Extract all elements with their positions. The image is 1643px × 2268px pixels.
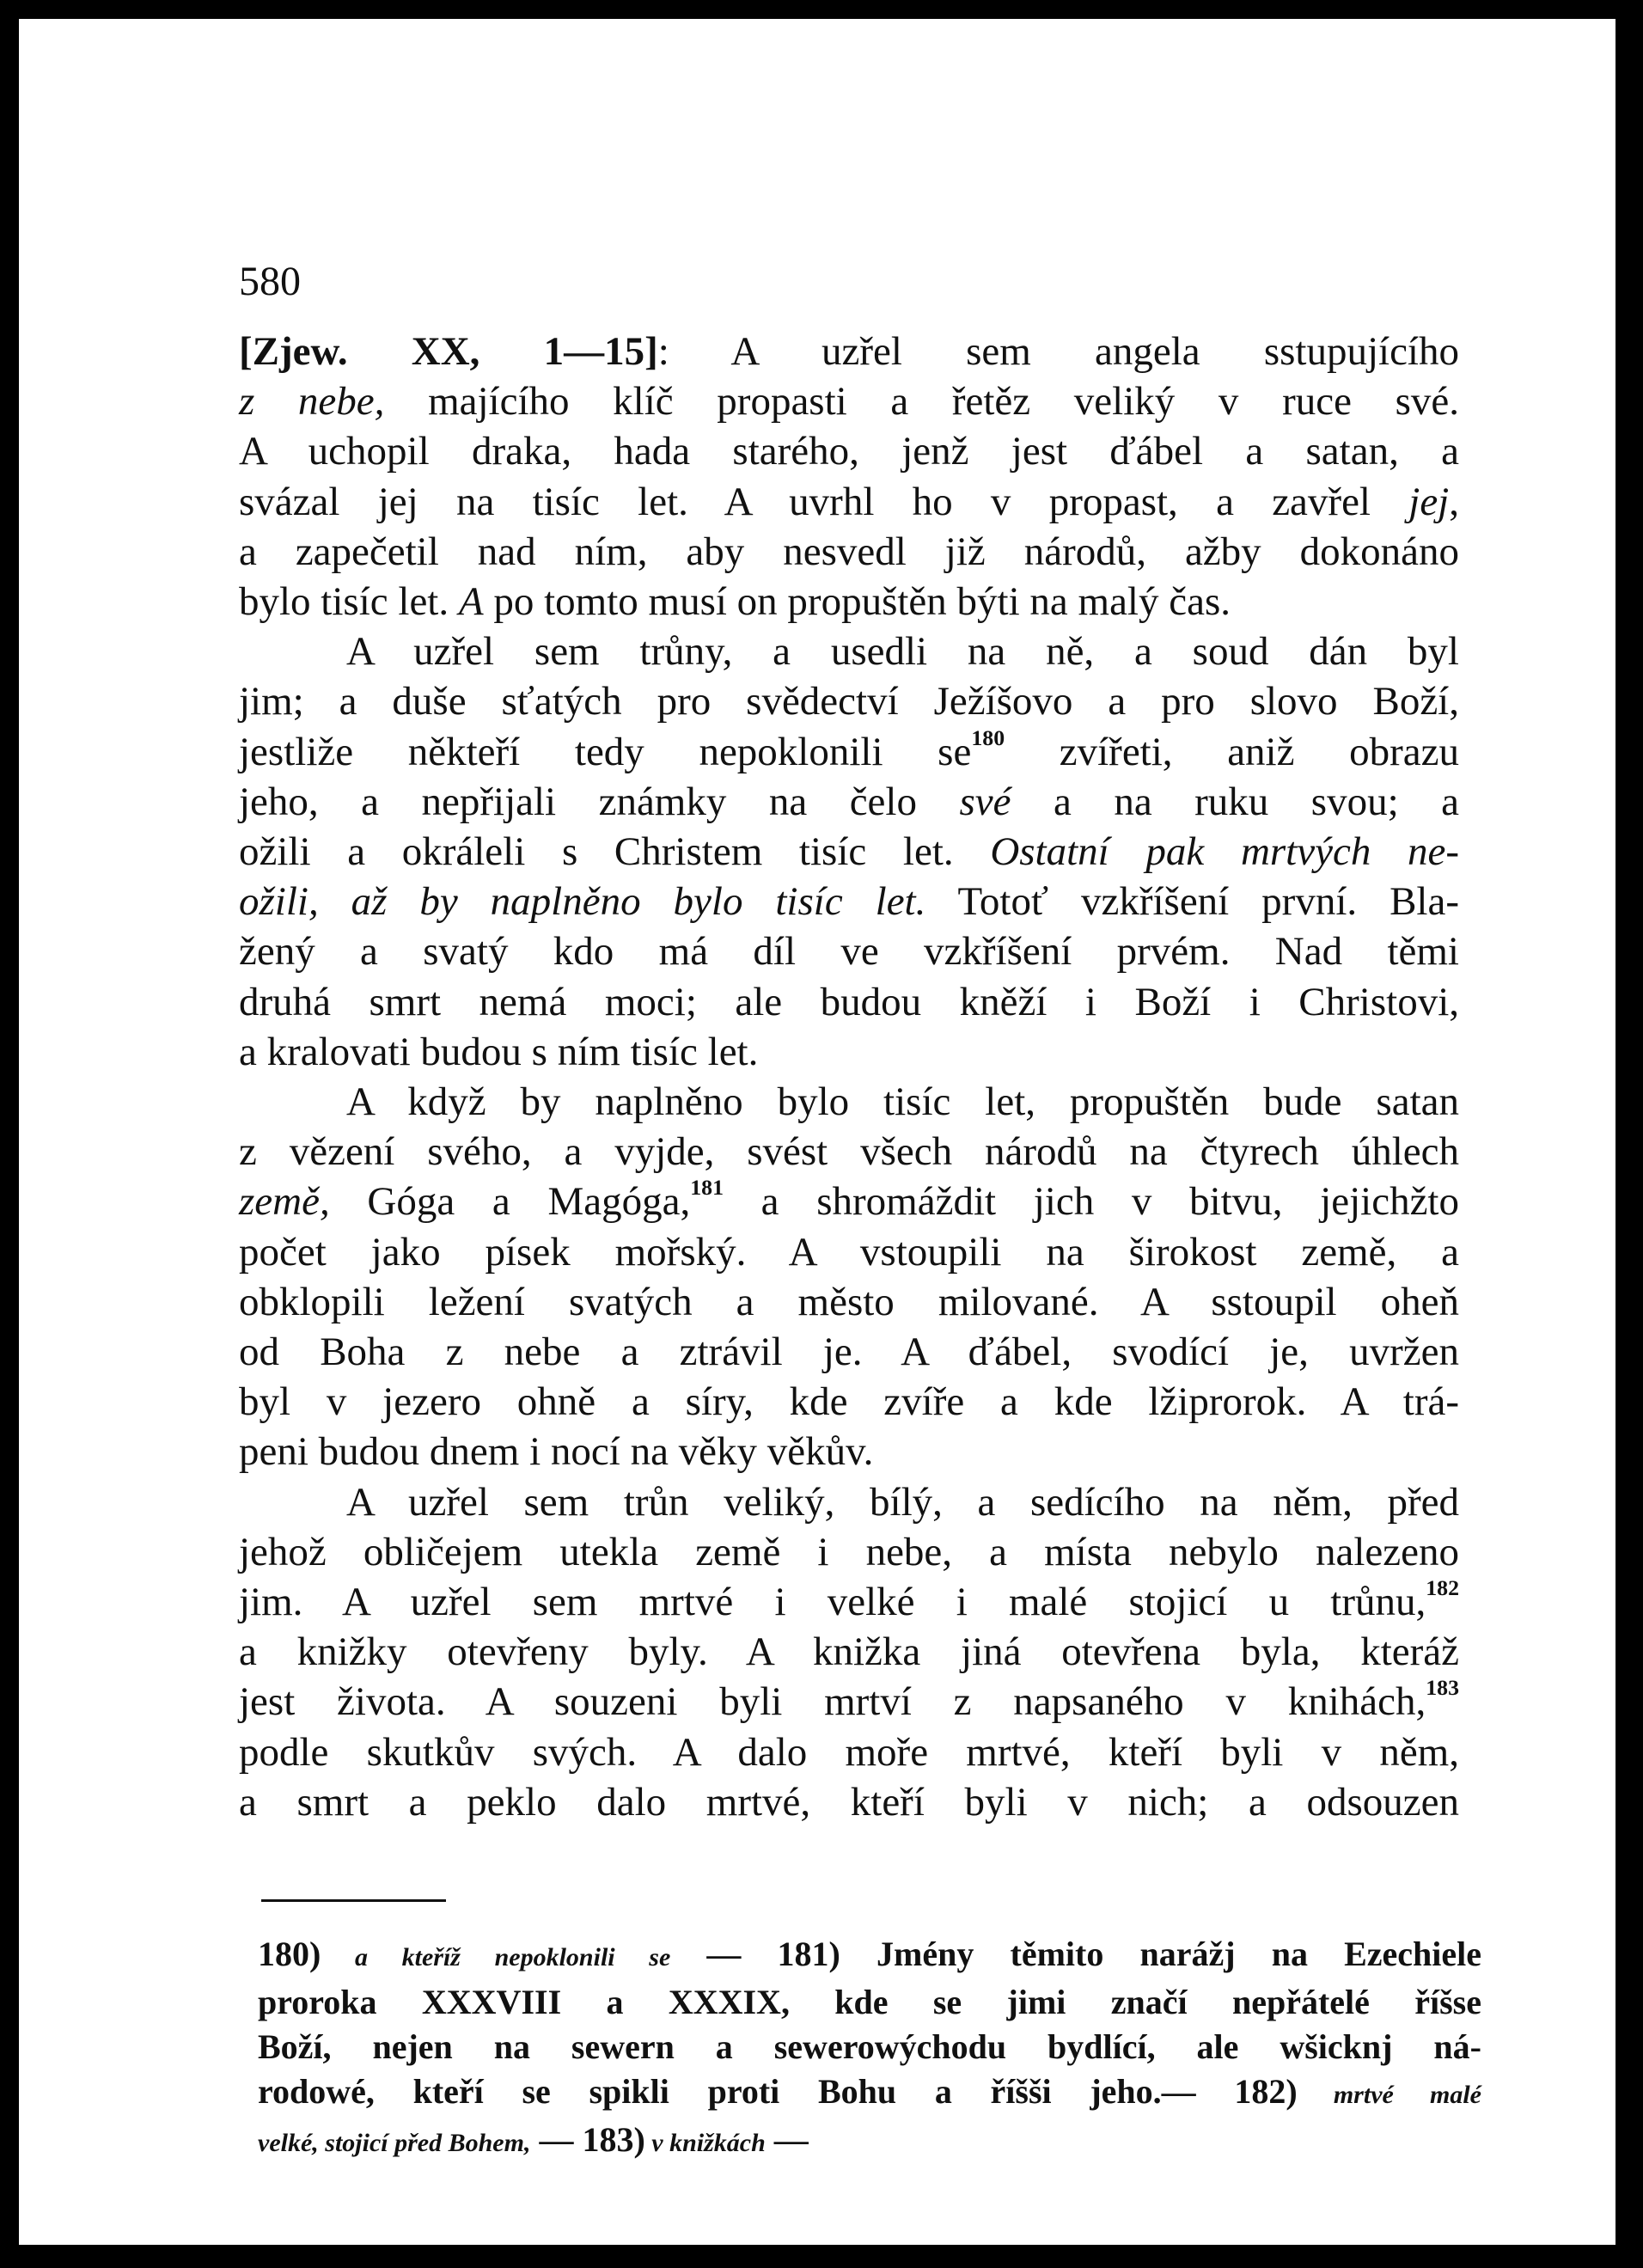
footnote-line: 180) a kteříž nepoklonili se — 181) Jmény těmito narážj na Ezechiele (258, 1935, 1482, 1973)
text-line: A uzřel sem trůny, a usedli na ně, a soud dán byl (346, 629, 1459, 675)
text-line: jest života. A souzeni byli mrtví z napsaného v knihách,$^{183}$ (239, 1675, 1459, 1725)
text-line: a smrt a peklo dalo mrtvé, kteří byli v nich; a odsouzen (239, 1779, 1459, 1825)
page-number: 580 (239, 259, 301, 304)
text-line: a zapečetil nad ním, aby nesvedl již národů, ažby dokonáno (239, 529, 1459, 574)
footnote-divider (261, 1899, 446, 1902)
text-line: svázal jej na tisíc let. A uvrhl ho v propast, a zavřel jej, (239, 479, 1459, 524)
footnote-line: velké, stojicí před Bohem, — 183) v knižkách — (258, 2120, 809, 2159)
text-line: bylo tisíc let. A po tomto musí on propuštěn býti na malý čas. (239, 579, 1231, 625)
text-line: jeho, a nepřijali známky na čelo své a na ruku svou; a (239, 779, 1459, 824)
text-line: obklopili ležení svatých a město milované. A sstoupil oheň (239, 1279, 1459, 1324)
text-line: A uchopil draka, hada starého, jenž jest ďábel a satan, a (239, 429, 1459, 474)
text-line: země, Góga a Magóga,$^{181}$ a shromáždit jich v bitvu, jejichžto (239, 1175, 1459, 1225)
footnote-marker: 182 (1426, 1574, 1459, 1600)
text-line: jehož obličejem utekla země i nebe, a místa nebylo nalezeno (239, 1529, 1459, 1574)
text-line: a knižky otevřeny byly. A knižka jiná otevřena byla, kteráž (239, 1629, 1459, 1675)
text-line: žený a svatý kdo má díl ve vzkříšení prvém. Nad těmi (239, 929, 1459, 975)
footnote-marker: 181 (690, 1175, 724, 1201)
text-line: z nebe, majícího klíč propasti a řetěz veliký v ruce své. (239, 379, 1459, 425)
footnote-line: rodowé, kteří se spikli proti Bohu a říšši jeho.— 182) mrtvé malé (258, 2072, 1481, 2111)
text-line: ožili a okráleli s Christem tisíc let. Ostatní pak mrtvých ne- (239, 829, 1459, 875)
footnote-marker: 180 (971, 724, 1005, 750)
text-line: druhá smrt nemá moci; ale budou kněží i Boží i Christovi, (239, 979, 1459, 1024)
footnote-line: proroka XXXVIII a XXXIX, kde se jimi značí nepřátelé říšse (258, 1983, 1481, 2021)
text-line: jim. A uzřel sem mrtvé i velké i malé stojicí u trůnu,$^{182}$ (239, 1574, 1459, 1625)
text-line: [Zjew. XX, 1—15]: A uzřel sem angela sstupujícího (239, 329, 1459, 374)
text-line: od Boha z nebe a ztrávil je. A ďábel, svodící je, uvržen (239, 1330, 1459, 1375)
footnote-marker: 183 (1426, 1675, 1459, 1701)
text-line: z vězení svého, a vyjde, svést všech národů na čtyrech úhlech (239, 1129, 1459, 1175)
text-line: jestliže někteří tedy nepoklonili $se^{180}$ zvířeti, aniž obrazu (239, 724, 1459, 774)
footnotes (258, 1932, 1481, 2166)
text-line: byl v jezero ohně a síry, kde zvíře a kde lžiprorok. A trá- (239, 1379, 1459, 1425)
text-line: počet jako písek mořský. A vstoupili na širokost země, a (239, 1229, 1459, 1275)
text-line: podle skutkův svých. A dalo moře mrtvé, kteří byli v něm, (239, 1729, 1459, 1775)
text-line: ožili, až by naplněno bylo tisíc let. Totoť vzkříšení první. Bla- (239, 879, 1459, 925)
text-line: A uzřel sem trůn veliký, bílý, a sedícího na něm, před (346, 1479, 1459, 1525)
body-text (239, 327, 1459, 1827)
text-line: a kralovati budou s ním tisíc let. (239, 1029, 759, 1074)
text-line: peni budou dnem i nocí na věky věkův. (239, 1429, 874, 1475)
text-line: jim; a duše sťatých pro svědectví Ježíšovo a pro slovo Boží, (239, 679, 1459, 724)
text-line: A když by naplněno bylo tisíc let, propuštěn bude satan (346, 1079, 1459, 1125)
footnote-line: Boží, nejen na sewern a sewerowýchodu bydlící, ale wšicknj ná- (258, 2027, 1481, 2066)
book-page (19, 19, 1616, 2245)
